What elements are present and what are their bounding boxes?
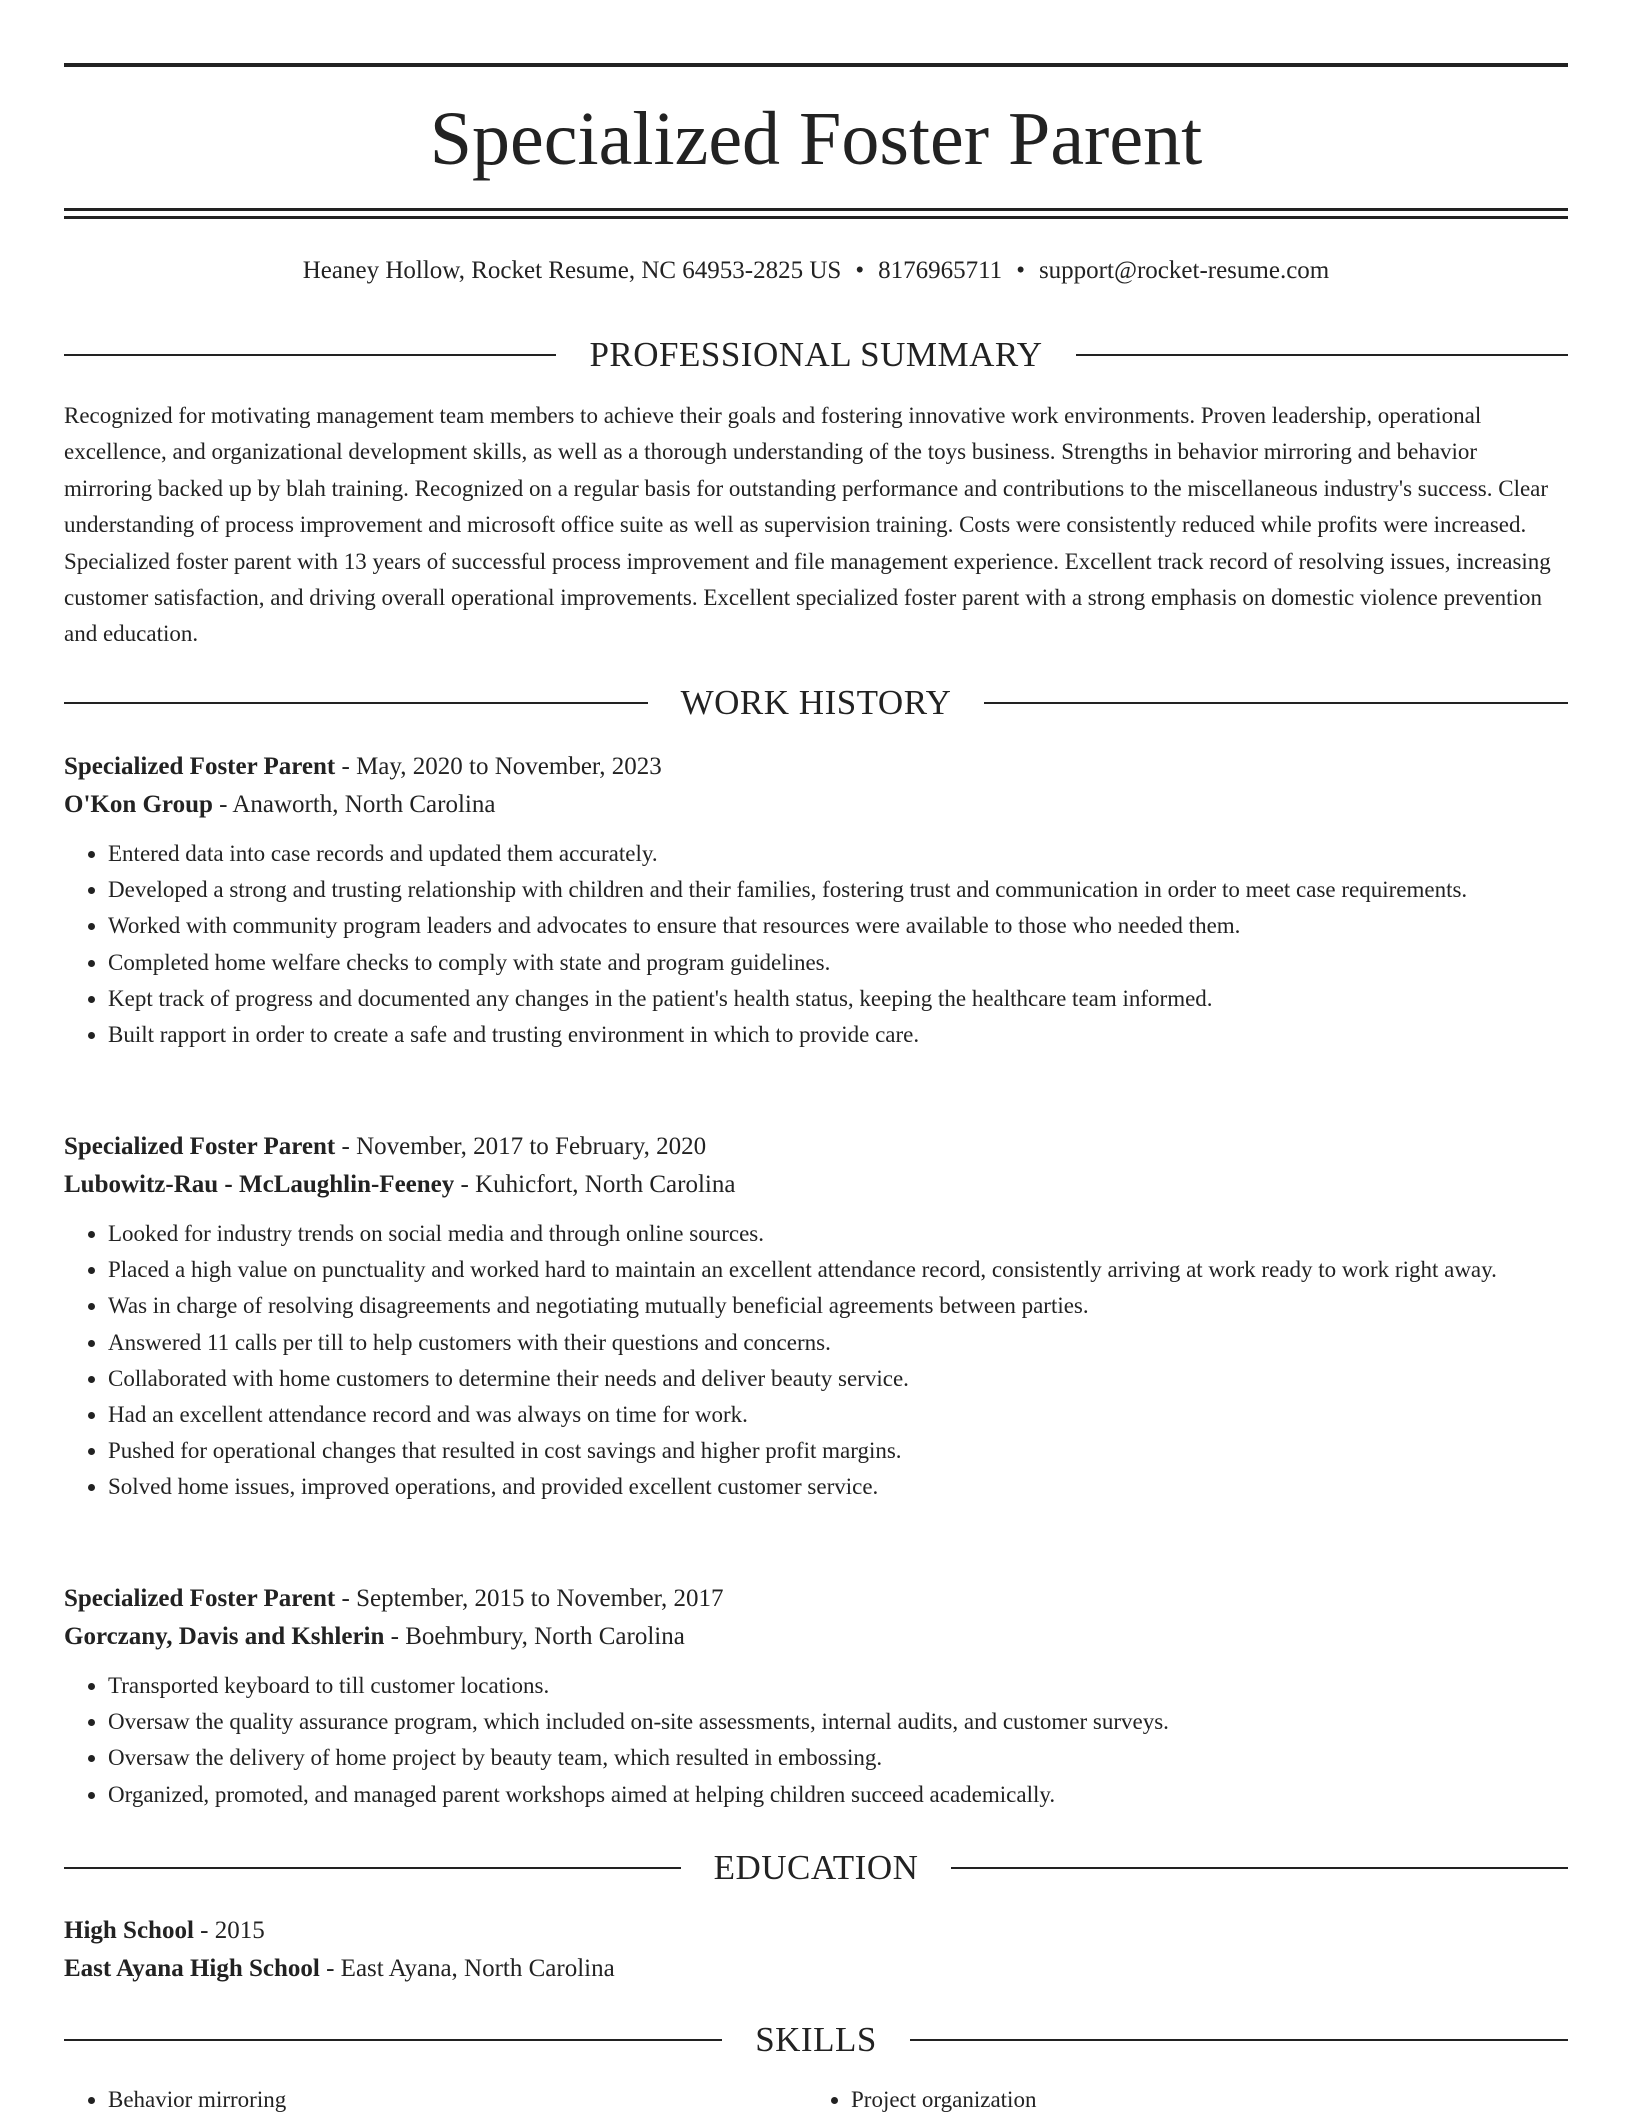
job-location: - Boehmbury, North Carolina	[384, 1623, 685, 1650]
job-company-line	[64, 786, 1568, 824]
job-title: Specialized Foster Parent	[64, 1133, 336, 1160]
job-company-line	[64, 1166, 1568, 1204]
contact-line	[64, 254, 1568, 288]
job-dates: - September, 2015 to November, 2017	[335, 1585, 724, 1612]
education-location: - East Ayana, North Carolina	[319, 1955, 615, 1982]
contact-separator: •	[1016, 257, 1025, 284]
resume-name: Specialized Foster Parent	[429, 97, 1203, 181]
job-bullets	[64, 1668, 1568, 1813]
education-year: - 2015	[193, 1917, 265, 1944]
job-bullet: • Oversaw the delivery of home project by beauty team, which resulted in embossing.	[108, 1740, 1568, 1776]
skills-column-left	[64, 2082, 807, 2118]
job-title: Specialized Foster Parent	[64, 1585, 336, 1612]
job-bullet: • Collaborated with home customers to determine their needs and deliver beauty service.	[108, 1361, 1568, 1397]
job-bullet: • Transported keyboard to till customer locations.	[108, 1668, 1568, 1704]
job-bullet: • Answered 11 calls per till to help customers with their questions and concerns.	[108, 1325, 1568, 1361]
job-bullet: • Organized, promoted, and managed parent workshops aimed at helping children succeed academically.	[108, 1777, 1568, 1813]
skills-column-right	[807, 2082, 1550, 2118]
job-bullets	[64, 1216, 1568, 1506]
heading-rule	[910, 2039, 1568, 2041]
job-location: - Anaworth, North Carolina	[212, 791, 496, 818]
job-company: O'Kon Group	[64, 791, 213, 818]
job-title-line	[64, 1128, 1568, 1166]
heading-rule	[64, 354, 556, 356]
job-bullet: • Was in charge of resolving disagreements and negotiating mutually beneficial agreements between parties.	[108, 1288, 1568, 1324]
job-title-line	[64, 748, 1568, 786]
job-bullet: • Kept track of progress and documented any changes in the patient's health status, keeping the healthcare team informed.	[108, 981, 1568, 1017]
skill-item: • Project organization	[851, 2082, 1550, 2118]
heading-rule	[64, 2039, 722, 2041]
heading-rule	[1076, 354, 1568, 356]
job-entry	[64, 748, 1568, 1053]
summary-text: Recognized for motivating management team members to achieve their goals and fostering innovative work environments. Proven leadership, operational excellence, and organizational development skills, as well as a thorough understanding of the toys business. Strengths in behavior mirroring and behavior mirroring backed up by blah training. Recognized on a regular basis for outstanding performance and contributions to the miscellaneous industry's success. Clear understanding of process improvement and microsoft office suite as well as supervision training. Costs were consistently reduced while profits were increased. Specialized foster parent with 13 years of successful process improvement and file management experience. Excellent track record of resolving issues, increasing customer satisfaction, and driving overall operational improvements. Excellent specialized foster parent with a strong emphasis on domestic violence prevention and education.	[64, 403, 1551, 647]
job-title-line	[64, 1580, 1568, 1618]
section-heading-skills	[64, 2020, 1568, 2060]
section-title: EDUCATION	[713, 1848, 919, 1887]
section-heading-work	[64, 683, 1568, 723]
section-heading-education	[64, 1848, 1568, 1888]
job-bullet: • Developed a strong and trusting relationship with children and their families, fostering trust and communication in order to meet case requirements.	[108, 872, 1568, 908]
contact-separator: •	[855, 257, 865, 284]
job-title: Specialized Foster Parent	[64, 753, 336, 780]
job-bullet: • Completed home welfare checks to comply with state and program guidelines.	[108, 945, 1568, 981]
header-top-rule	[64, 63, 1568, 67]
job-bullet: • Entered data into case records and updated them accurately.	[108, 836, 1568, 872]
section-heading-summary	[64, 335, 1568, 375]
education-entry	[64, 1912, 1568, 1988]
job-bullet: • Placed a high value on punctuality and worked hard to maintain an excellent attendance record, consistently arriving at work ready to work right away.	[108, 1252, 1568, 1288]
section-title: WORK HISTORY	[680, 683, 952, 722]
contact-address: Heaney Hollow, Rocket Resume, NC 64953-2825 US	[302, 257, 842, 284]
heading-rule	[64, 702, 648, 704]
skills-list	[64, 2082, 1568, 2118]
job-company: Lubowitz-Rau - McLaughlin-Feeney	[64, 1171, 455, 1198]
job-company: Gorczany, Davis and Kshlerin	[64, 1623, 385, 1650]
contact-email: support@rocket-resume.com	[1038, 257, 1330, 284]
job-bullet: • Worked with community program leaders and advocates to ensure that resources were available to those who needed them.	[108, 908, 1568, 944]
job-bullet: • Oversaw the quality assurance program, which included on-site assessments, internal audits, and customer surveys.	[108, 1704, 1568, 1740]
contact-phone: 8176965711	[878, 257, 1003, 284]
job-bullet: • Solved home issues, improved operations, and provided excellent customer service.	[108, 1469, 1568, 1505]
job-location: - Kuhicfort, North Carolina	[454, 1171, 736, 1198]
skill-item: • Behavior mirroring	[108, 2082, 807, 2118]
heading-rule	[951, 1867, 1568, 1869]
education-degree-line	[64, 1912, 1568, 1950]
job-bullet: • Looked for industry trends on social media and through online sources.	[108, 1216, 1568, 1252]
job-company-line	[64, 1618, 1568, 1656]
section-title: PROFESSIONAL SUMMARY	[589, 335, 1043, 374]
header-rule-1	[64, 208, 1568, 211]
header-rule-2	[64, 216, 1568, 219]
education-school: East Ayana High School	[64, 1955, 320, 1982]
heading-rule	[64, 1867, 681, 1869]
education-degree: High School	[64, 1917, 194, 1944]
job-dates: - May, 2020 to November, 2023	[335, 753, 662, 780]
job-entry	[64, 1580, 1568, 1813]
job-bullet: • Had an excellent attendance record and was always on time for work.	[108, 1397, 1568, 1433]
job-bullet: • Built rapport in order to create a safe and trusting environment in which to provide care.	[108, 1017, 1568, 1053]
section-title: SKILLS	[755, 2020, 877, 2059]
education-school-line	[64, 1950, 1568, 1988]
job-bullets	[64, 836, 1568, 1053]
job-entry	[64, 1128, 1568, 1506]
heading-rule	[984, 702, 1568, 704]
job-dates: - November, 2017 to February, 2020	[335, 1133, 707, 1160]
job-bullet: • Pushed for operational changes that resulted in cost savings and higher profit margins.	[108, 1433, 1568, 1469]
